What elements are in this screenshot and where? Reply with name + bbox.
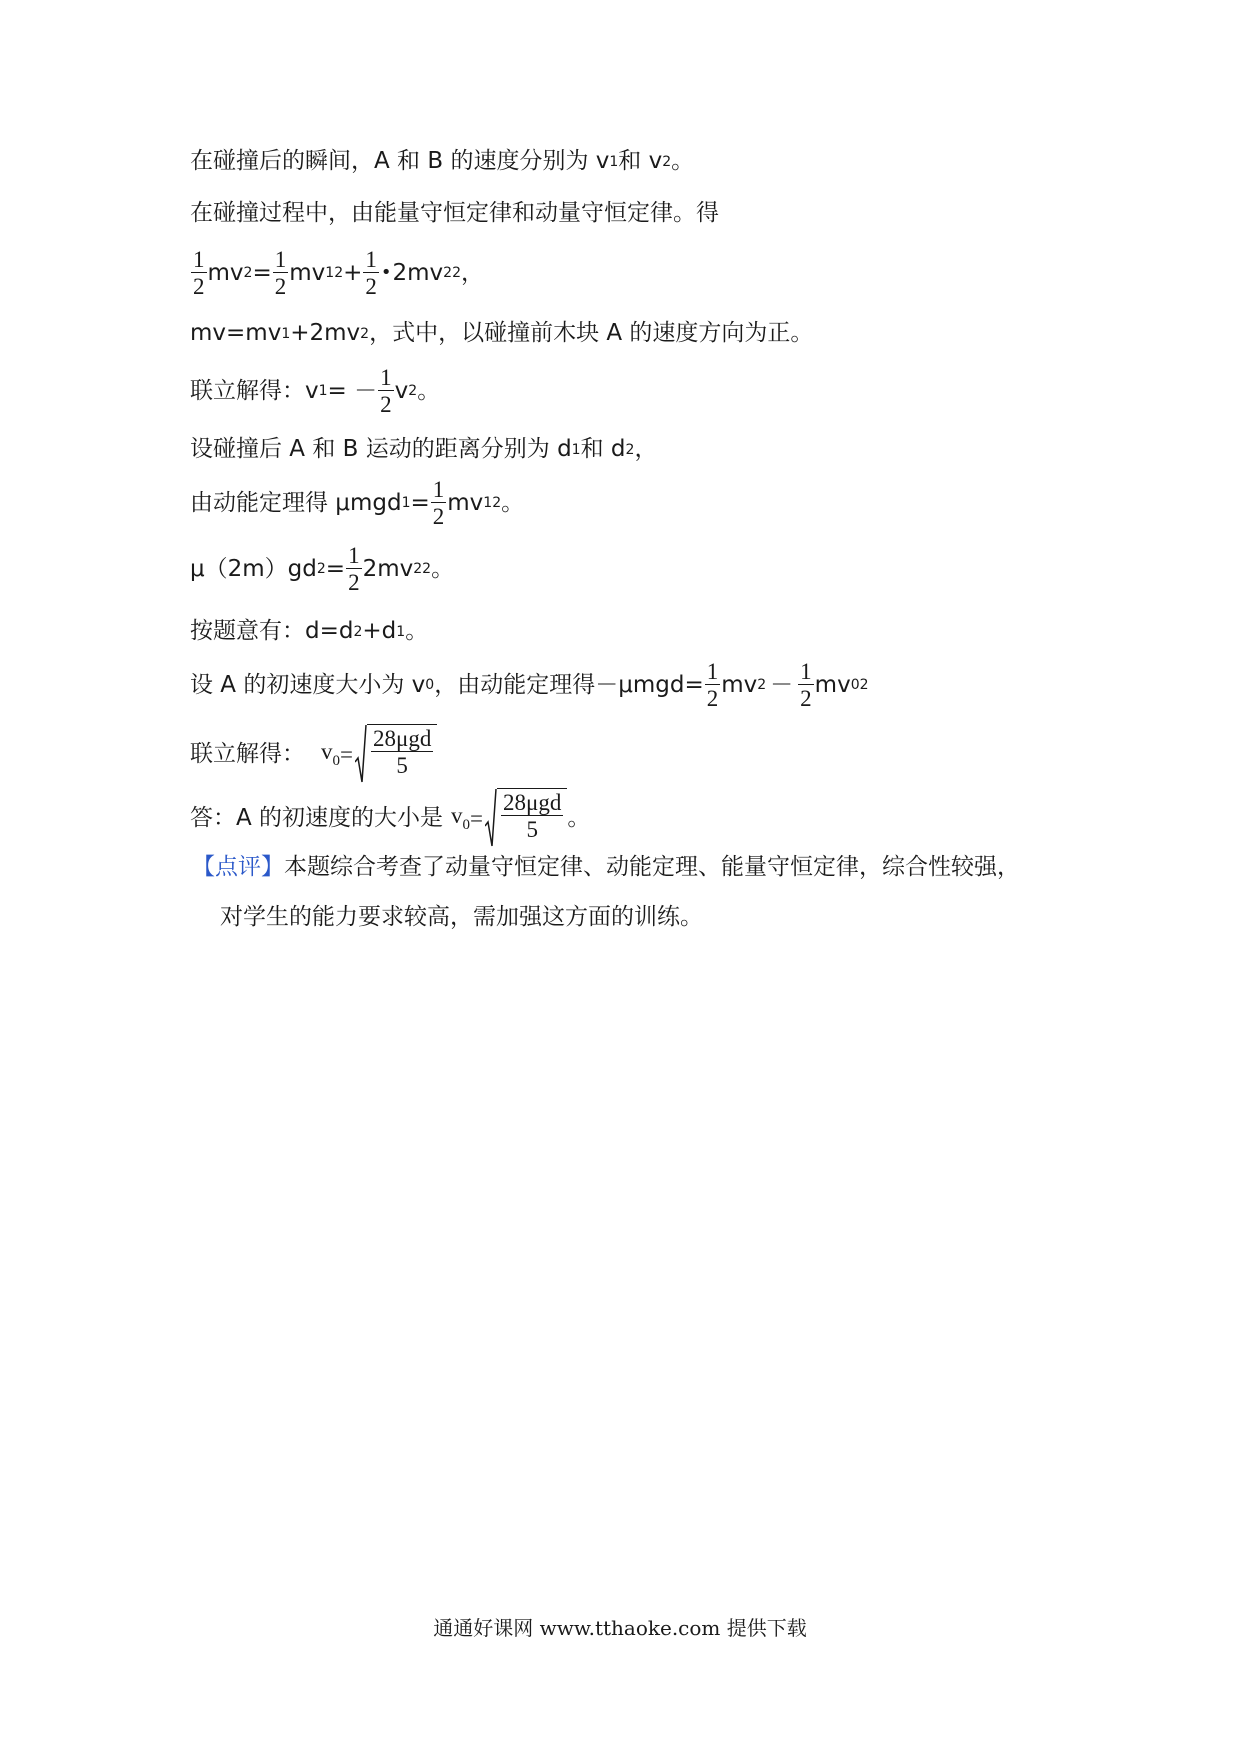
text: 2mv (362, 555, 414, 582)
fraction: $\frac{1}{2}$ (800, 659, 812, 711)
text: mv (207, 259, 244, 286)
superscript: 2 (859, 677, 869, 693)
review-text: 对学生的能力要求较高，需加强这方面的训练。 (220, 904, 703, 930)
text: 按题意有：d=d (190, 618, 354, 644)
text: 。 (567, 804, 591, 831)
text: mv (721, 671, 758, 698)
line-total-distance (190, 620, 428, 643)
text: 。 (431, 555, 455, 582)
superscript: 2 (757, 677, 767, 693)
review-text: 本题综合考查了动量守恒定律、动能定理、能量守恒定律，综合性较强， (284, 854, 1020, 880)
variable: v (451, 802, 463, 828)
equation-initial-velocity (190, 660, 869, 710)
text: ， (461, 259, 485, 286)
subscript: 1 (396, 623, 406, 640)
text: = － (327, 377, 378, 404)
equation-energy-conservation (190, 248, 484, 298)
text: = (470, 805, 484, 831)
text: 。 (671, 148, 695, 174)
text: 。 (417, 377, 441, 404)
text: +2mv (290, 320, 361, 346)
fraction: $\frac{1}{2}$ (274, 247, 287, 299)
subscript: 2 (360, 325, 370, 342)
text: mv=mv (190, 320, 282, 346)
subscript: 2 (662, 153, 672, 170)
subscript: 1 (318, 383, 328, 399)
text: 和 d (580, 436, 626, 462)
line-conservation-laws (190, 202, 719, 225)
superscript: 2 (422, 561, 432, 577)
subscript: 0 (462, 816, 471, 833)
superscript: 2 (452, 265, 462, 281)
equation-solve-v0 (190, 724, 437, 784)
superscript: 2 (492, 495, 502, 511)
review-label: 【点评】 (192, 854, 284, 880)
fraction: $\frac{1}{2}$ (348, 543, 360, 595)
text: 设碰撞后 A 和 B 运动的距离分别为 d (190, 436, 572, 462)
radicand-numerator: 28μgd (372, 726, 432, 751)
subscript: 2 (413, 561, 423, 577)
radicand-denominator: 5 (526, 817, 538, 842)
text: 答：A 的初速度的大小是 (190, 804, 444, 831)
text: 设 A 的初速度大小为 v (190, 671, 426, 698)
subscript: 2 (316, 561, 326, 577)
text: μ（2m）gd (190, 555, 317, 582)
equation-work-energy-a (190, 478, 524, 528)
text: 在碰撞后的瞬间，A 和 B 的速度分别为 v (190, 148, 610, 174)
equation-momentum-conservation (190, 322, 813, 345)
review-line (192, 856, 1020, 879)
subscript: 1 (483, 495, 493, 511)
superscript: 2 (243, 265, 253, 281)
text: 2mv (392, 259, 444, 286)
subscript: 1 (401, 495, 411, 511)
text: mv (814, 671, 851, 698)
subscript: 2 (443, 265, 453, 281)
fraction: $\frac{1}{2}$ (365, 247, 377, 299)
answer-line (190, 788, 590, 848)
fraction: $\frac{1}{2}$ (193, 247, 205, 299)
fraction: $\frac{1}{2}$ (432, 477, 445, 529)
superscript: 2 (334, 265, 344, 281)
line-solve-v1 (190, 366, 440, 416)
fraction: $\frac{1}{2}$ (380, 365, 392, 417)
subscript: 0 (850, 677, 860, 693)
subscript: 1 (571, 441, 581, 458)
subscript: 1 (609, 153, 619, 170)
text: +d (362, 618, 397, 644)
text: 。 (501, 489, 525, 516)
sqrt-expression (321, 724, 437, 784)
subscript: 0 (425, 677, 435, 693)
text: = (252, 259, 272, 286)
text: = (410, 489, 430, 516)
text: 由动能定理得 μmgd (190, 489, 402, 516)
radical-sign (355, 724, 437, 784)
fraction: $\frac{1}{2}$ (706, 659, 719, 711)
page-footer: 通通好课网 www.tthaoke.com 提供下载 (433, 1616, 807, 1640)
line-distances (190, 438, 657, 461)
subscript: 2 (625, 441, 635, 458)
text: 和 v (618, 148, 663, 174)
multiplication-dot: • (380, 262, 392, 283)
text: 联立解得： (190, 740, 305, 767)
text: ，由动能定理得－μmgd= (434, 671, 704, 698)
text: ，式中，以碰撞前木块 A 的速度方向为正。 (369, 320, 814, 346)
radicand-denominator: 5 (396, 753, 408, 778)
equation-work-energy-b (190, 544, 454, 594)
line-collision-instant (190, 150, 694, 173)
text: mv (447, 489, 484, 516)
text: = (340, 741, 353, 767)
subscript: 0 (332, 752, 340, 769)
text: mv (289, 259, 326, 286)
subscript: 2 (353, 623, 363, 640)
subscript: 1 (325, 265, 335, 281)
text: － (770, 671, 794, 698)
radicand-numerator: 28μgd (503, 790, 562, 815)
text: 在碰撞过程中，由能量守恒定律和动量守恒定律。得 (190, 200, 719, 226)
text: v (394, 377, 409, 404)
variable: v (321, 738, 333, 764)
radical-sign (485, 788, 567, 848)
text: 。 (405, 618, 429, 644)
review-line-continued (220, 906, 703, 929)
text: + (343, 259, 363, 286)
sqrt-expression (451, 788, 567, 848)
subscript: 1 (281, 325, 291, 342)
text: ， (634, 436, 658, 462)
subscript: 2 (408, 383, 418, 399)
text: = (325, 555, 346, 582)
text: 联立解得：v (190, 377, 319, 404)
